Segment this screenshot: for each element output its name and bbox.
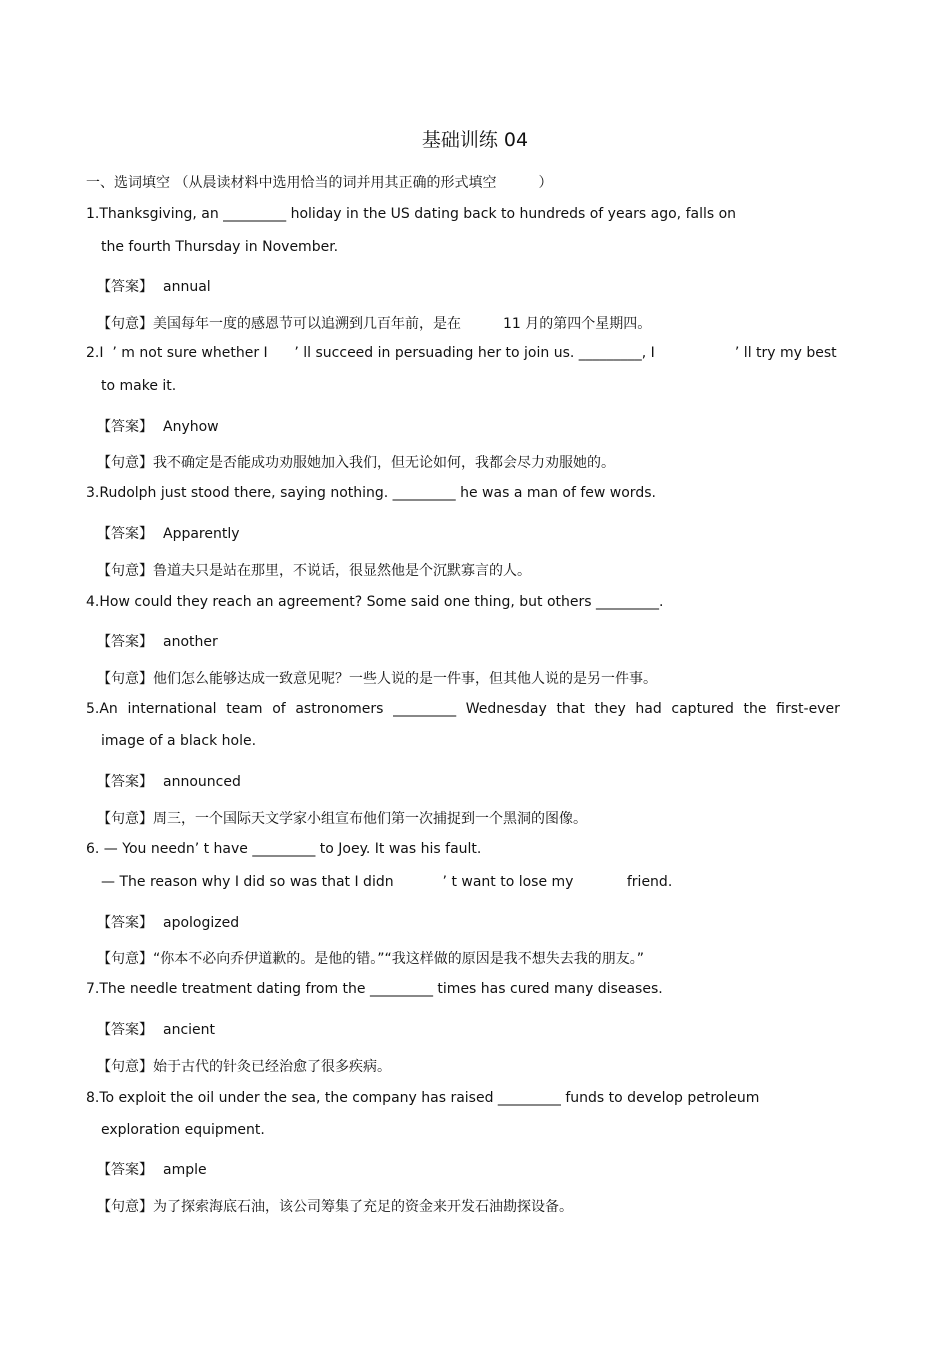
question-1-meaning	[97, 315, 651, 333]
answer-tag: 【答案】	[97, 915, 153, 931]
question-6-answer	[97, 914, 239, 932]
section-heading: 一、选词填空 （从晨读材料中选用恰当的词并用其正确的形式填空 ）	[86, 175, 553, 191]
meaning-text: 始于古代的针灸已经治愈了很多疾病。	[153, 1059, 391, 1075]
word-blank: _________	[393, 701, 457, 717]
question-6-line-2: — The reason why I did so was that I didn ’ t want to lose my friend.	[101, 874, 673, 890]
sentence-tag: 【句意】	[97, 1199, 153, 1215]
answer-tag: 【答案】	[97, 1022, 153, 1038]
answer-text: Anyhow	[163, 419, 219, 435]
sentence-tag: 【句意】	[97, 563, 153, 579]
meaning-text: 鲁道夫只是站在那里，不说话，很显然他是个沉默寡言的人。	[153, 563, 531, 579]
question-7-answer	[97, 1021, 215, 1039]
question-2-answer	[97, 418, 219, 436]
sentence-tag: 【句意】	[97, 1059, 153, 1075]
question-5-line-2: image of a black hole.	[101, 733, 257, 749]
answer-tag: 【答案】	[97, 279, 153, 295]
question-2-meaning	[97, 454, 615, 472]
word: that	[556, 701, 585, 717]
question-4-meaning	[97, 670, 657, 688]
sentence-tag: 【句意】	[97, 951, 153, 967]
meaning-text: 美国每年一度的感恩节可以追溯到几百年前，是在 11 月的第四个星期四。	[153, 316, 652, 332]
meaning-text: 我不确定是否能成功劝服她加入我们，但无论如何，我都会尽力劝服她的。	[153, 455, 615, 471]
word: international	[127, 701, 217, 717]
meaning-text: 为了探索海底石油，该公司筹集了充足的资金来开发石油勘探设备。	[153, 1199, 573, 1215]
question-7-line-1: 7.The needle treatment dating from the _________ times has cured many diseases.	[86, 981, 663, 997]
answer-text: apologized	[163, 915, 240, 931]
answer-tag: 【答案】	[97, 419, 153, 435]
question-4-answer	[97, 633, 218, 651]
question-1-answer	[97, 278, 211, 296]
word: Wednesday	[465, 701, 547, 717]
question-5-answer	[97, 773, 241, 791]
answer-text: annual	[163, 279, 211, 295]
answer-text: another	[163, 634, 218, 650]
page-title: 基础训练 04	[421, 129, 529, 151]
question-1-line-2: the fourth Thursday in November.	[101, 239, 339, 255]
answer-text: ancient	[163, 1022, 216, 1038]
question-8-meaning	[97, 1198, 573, 1216]
answer-tag: 【答案】	[97, 774, 153, 790]
answer-tag: 【答案】	[97, 1162, 153, 1178]
answer-tag: 【答案】	[97, 634, 153, 650]
sentence-tag: 【句意】	[97, 316, 153, 332]
question-3-line-1: 3.Rudolph just stood there, saying nothing. _________ he was a man of few words.	[86, 485, 656, 501]
word: astronomers	[295, 701, 384, 717]
question-4-line-1: 4.How could they reach an agreement? Some said one thing, but others _________.	[86, 594, 664, 610]
word: of	[272, 701, 286, 717]
question-3-meaning	[97, 562, 531, 580]
question-2-line-1: 2.I ’ m not sure whether I ’ ll succeed in persuading her to join us. _________, I ’ ll try my best	[86, 345, 837, 361]
word: captured	[671, 701, 734, 717]
question-7-meaning	[97, 1058, 391, 1076]
question-8-line-2: exploration equipment.	[101, 1122, 265, 1138]
answer-text: ample	[163, 1162, 207, 1178]
word: had	[635, 701, 662, 717]
meaning-text: 他们怎么能够达成一致意见呢？一些人说的是一件事，但其他人说的是另一件事。	[153, 671, 657, 687]
question-6-line-1: 6. — You needn’ t have _________ to Joey. It was his fault.	[86, 841, 482, 857]
meaning-text: 周三，一个国际天文学家小组宣布他们第一次捕捉到一个黑洞的图像。	[153, 811, 587, 827]
sentence-tag: 【句意】	[97, 671, 153, 687]
sentence-tag: 【句意】	[97, 455, 153, 471]
answer-text: Apparently	[163, 526, 240, 542]
word: the	[743, 701, 767, 717]
question-8-line-1: 8.To exploit the oil under the sea, the company has raised _________ funds to develop petroleum	[86, 1090, 760, 1106]
question-8-answer	[97, 1161, 207, 1179]
question-1-line-1: 1.Thanksgiving, an _________ holiday in the US dating back to hundreds of years ago, falls on	[86, 206, 737, 222]
word: team	[226, 701, 263, 717]
answer-tag: 【答案】	[97, 526, 153, 542]
question-3-answer	[97, 525, 240, 543]
question-2-line-2: to make it.	[101, 378, 177, 394]
word: first-ever	[776, 701, 840, 717]
word: they	[594, 701, 626, 717]
meaning-text: “你本不必向乔伊道歉的。是他的错。”“我这样做的原因是我不想失去我的朋友。”	[153, 951, 645, 967]
word: 5.An	[86, 701, 118, 717]
question-5-line-1	[86, 700, 840, 718]
sentence-tag: 【句意】	[97, 811, 153, 827]
question-5-meaning	[97, 810, 587, 828]
question-6-meaning	[97, 950, 644, 968]
answer-text: announced	[163, 774, 241, 790]
